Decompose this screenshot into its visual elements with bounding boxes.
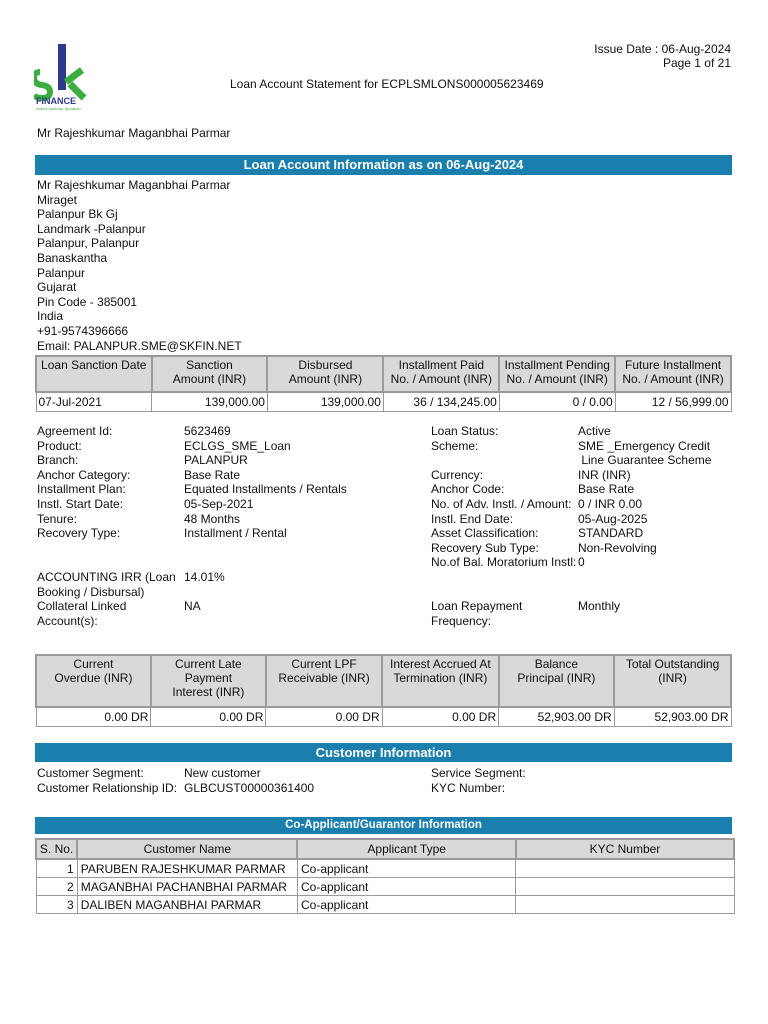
detail-value: Equated Installments / Rentals — [184, 482, 347, 497]
table-cell — [516, 859, 734, 878]
header-line: Receivable (INR) — [278, 671, 370, 685]
detail-row — [431, 512, 711, 527]
address-line: Palanpur Bk Gj — [37, 207, 118, 222]
header-line: Amount (INR) — [288, 372, 363, 386]
detail-row — [37, 439, 347, 454]
detail-label: Tenure: — [37, 511, 78, 526]
detail-value: Installment / Rental — [184, 526, 287, 541]
details-left — [37, 424, 347, 541]
irr-label-1: ACCOUNTING IRR (Loan — [37, 570, 176, 584]
table-header-cell: KYC Number — [516, 839, 734, 859]
header-line: Total Outstanding — [625, 657, 720, 671]
coapp-table — [35, 838, 735, 914]
header-line: Installment Pending — [504, 358, 610, 372]
detail-value: Non-Revolving — [578, 540, 657, 555]
detail-row — [431, 424, 711, 439]
coapp-band: Co-Applicant/Guarantor Information — [35, 817, 732, 834]
table-header-cell — [615, 356, 731, 392]
header-line: Balance — [534, 657, 579, 671]
details-right — [431, 424, 711, 570]
address-line: Palanpur — [37, 265, 86, 280]
table-header-cell — [614, 655, 731, 707]
table-header-cell: S. No. — [36, 839, 77, 859]
detail-row — [431, 555, 711, 570]
detail-row — [37, 497, 347, 512]
collateral-label-2: Account(s): — [37, 613, 98, 628]
table-cell: 0.00 DR — [151, 707, 266, 727]
header-line: Termination (INR) — [393, 671, 488, 685]
table-cell — [516, 878, 734, 896]
detail-value: Line Guarantee Scheme — [578, 453, 712, 468]
irr-value: 14.01% — [184, 570, 225, 584]
table-header-cell: Applicant Type — [297, 839, 515, 859]
detail-value: 05-Sep-2021 — [184, 496, 254, 511]
detail-label: Instl. Start Date: — [37, 496, 124, 511]
header-meta — [594, 42, 731, 70]
service-label: Service Segment: — [431, 766, 526, 780]
detail-row — [37, 512, 347, 527]
detail-value: 0 — [578, 555, 585, 570]
table-cell: 139,000.00 — [267, 392, 383, 412]
table-header-cell — [383, 356, 499, 392]
header-line: Payment — [184, 671, 233, 685]
detail-row — [431, 482, 711, 497]
dues-table — [35, 654, 732, 727]
detail-row — [431, 497, 711, 512]
customer-info-right — [431, 766, 578, 795]
table-cell: MAGANBHAI PACHANBHAI PARMAR — [77, 878, 297, 896]
table-header-cell — [152, 356, 268, 392]
segment-label: Customer Segment: — [37, 766, 144, 780]
sanction-table — [35, 355, 732, 412]
detail-label: Recovery Sub Type: — [431, 540, 539, 555]
detail-label: Currency: — [431, 467, 484, 482]
detail-row — [37, 453, 347, 468]
detail-row — [37, 468, 347, 483]
table-row — [36, 859, 734, 878]
table-cell: PARUBEN RAJESHKUMAR PARMAR — [77, 859, 297, 878]
segment-value: New customer — [184, 766, 261, 780]
table-header-cell — [267, 356, 383, 392]
detail-label: Instl. End Date: — [431, 511, 514, 526]
logo-tagline: India's Aashray, Apnapan — [36, 106, 81, 111]
detail-value: Base Rate — [184, 467, 241, 482]
repayment-label-2: Frequency: — [431, 613, 492, 628]
detail-value: ECLGS_SME_Loan — [184, 438, 291, 453]
loan-info-band: Loan Account Information as on 06-Aug-2024 — [35, 155, 732, 175]
detail-row — [431, 453, 711, 468]
header-line: Current Late — [175, 657, 242, 671]
detail-label: Scheme: — [431, 438, 479, 453]
table-header-cell — [382, 655, 499, 707]
repayment-label-1: Loan Repayment — [431, 599, 523, 613]
table-cell: 139,000.00 — [152, 392, 268, 412]
address-line: Gujarat — [37, 280, 77, 295]
header-line: No. / Amount (INR) — [622, 372, 724, 386]
detail-value: SME _Emergency Credit — [578, 438, 711, 453]
table-cell: 0.00 DR — [382, 707, 499, 727]
header-line: No. / Amount (INR) — [506, 372, 608, 386]
table-cell: 36 / 134,245.00 — [383, 392, 499, 412]
table-cell: 0.00 DR — [36, 707, 151, 727]
statement-title: Loan Account Statement for ECPLSMLONS000005623469 — [230, 77, 544, 91]
detail-label: No. of Adv. Instl. / Amount: — [431, 496, 572, 511]
detail-label: Product: — [37, 438, 82, 453]
relid-label: Customer Relationship ID: — [37, 780, 178, 795]
header-line: Installment Paid — [398, 358, 485, 372]
detail-label: Asset Classification: — [431, 526, 539, 541]
table-cell: 12 / 56,999.00 — [615, 392, 731, 412]
relid-value: GLBCUST00000361400 — [184, 780, 315, 795]
detail-label: Recovery Type: — [37, 526, 121, 541]
issue-date: Issue Date : 06-Aug-2024 — [594, 42, 731, 56]
detail-row — [37, 482, 347, 497]
detail-label — [431, 453, 578, 468]
table-row — [36, 707, 731, 727]
detail-label: Agreement Id: — [37, 424, 113, 438]
detail-label: Anchor Code: — [431, 482, 505, 497]
table-cell: 07-Jul-2021 — [36, 392, 152, 412]
table-cell: 3 — [36, 896, 77, 914]
repayment-value: Monthly — [578, 599, 621, 613]
address-line: Mr Rajeshkumar Maganbhai Parmar — [37, 178, 231, 192]
header-line: Principal (INR) — [517, 671, 596, 685]
customer-info-band: Customer Information — [35, 743, 732, 762]
detail-label: No.of Bal. Moratorium Instl: — [431, 555, 577, 570]
address-line: Pin Code - 385001 — [37, 294, 138, 309]
detail-value: Base Rate — [578, 482, 635, 497]
address-line: Palanpur, Palanpur — [37, 236, 140, 251]
detail-value: INR (INR) — [578, 467, 631, 482]
header-line: Loan Sanction Date — [41, 358, 147, 372]
table-cell — [516, 896, 734, 914]
header-line: Current — [73, 657, 114, 671]
detail-label: Anchor Category: — [37, 467, 131, 482]
detail-row — [37, 526, 347, 541]
header-line: Amount (INR) — [172, 372, 247, 386]
table-cell: DALIBEN MAGANBHAI PARMAR — [77, 896, 297, 914]
table-cell: Co-applicant — [297, 896, 515, 914]
detail-row — [431, 439, 711, 454]
detail-value: Active — [578, 424, 611, 438]
table-header-cell — [36, 655, 151, 707]
table-header-cell: Customer Name — [77, 839, 297, 859]
header-line: Future Installment — [625, 358, 722, 372]
header-line: (INR) — [658, 671, 687, 685]
header-line: Disbursed — [298, 358, 353, 372]
detail-value: 0 / INR 0.00 — [578, 496, 643, 511]
customer-name: Mr Rajeshkumar Maganbhai Parmar — [37, 126, 231, 140]
table-header-cell — [151, 655, 266, 707]
address-line: India — [37, 309, 64, 324]
header-line: Interest (INR) — [172, 685, 245, 699]
page-number: Page 1 of 21 — [662, 56, 731, 70]
detail-row — [431, 526, 711, 541]
table-cell: 52,903.00 DR — [614, 707, 731, 727]
address-line: Banaskantha — [37, 250, 108, 265]
address-line: Landmark -Palanpur — [37, 221, 146, 236]
address-line: +91-9574396666 — [37, 323, 129, 338]
header-line: Sanction — [186, 358, 233, 372]
table-header-cell — [499, 356, 615, 392]
customer-address — [37, 178, 242, 353]
detail-value: 48 Months — [184, 511, 241, 526]
table-cell: Co-applicant — [297, 878, 515, 896]
collateral-block — [37, 599, 126, 628]
table-header-cell — [266, 655, 382, 707]
detail-row — [37, 424, 347, 439]
header-line: Overdue (INR) — [54, 671, 133, 685]
table-cell: 0.00 DR — [266, 707, 382, 727]
logo-finance-text: FINANCE — [36, 96, 76, 106]
table-cell: 52,903.00 DR — [499, 707, 615, 727]
collateral-label-1: Collateral Linked — [37, 599, 127, 613]
detail-value: PALANPUR — [184, 453, 248, 468]
table-cell: 0 / 0.00 — [499, 392, 615, 412]
table-cell: 1 — [36, 859, 77, 878]
detail-label: Loan Status: — [431, 424, 499, 438]
collateral-value: NA — [184, 599, 201, 613]
table-row — [36, 878, 734, 896]
kyc-label: KYC Number: — [431, 780, 506, 795]
detail-value: STANDARD — [578, 526, 644, 541]
header-line: No. / Amount (INR) — [390, 372, 493, 386]
table-header-cell — [499, 655, 615, 707]
irr-block — [37, 570, 176, 599]
table-row — [36, 896, 734, 914]
detail-row — [431, 468, 711, 483]
address-line: Email: PALANPUR.SME@SKFIN.NET — [37, 338, 242, 353]
table-row — [36, 392, 731, 412]
address-line: Miraget — [37, 192, 78, 207]
table-header-cell — [36, 356, 152, 392]
customer-info-left — [37, 766, 314, 795]
detail-label: Installment Plan: — [37, 482, 126, 497]
table-cell: Co-applicant — [297, 859, 515, 878]
header-line: Current LPF — [291, 657, 357, 671]
detail-value: 05-Aug-2025 — [578, 511, 648, 526]
irr-label-2: Booking / Disbursal) — [37, 584, 145, 599]
repayment-block — [431, 599, 522, 628]
detail-value: 5623469 — [184, 424, 231, 438]
header-line: Interest Accrued At — [390, 657, 491, 671]
detail-row — [431, 541, 711, 556]
detail-label: Branch: — [37, 453, 79, 468]
table-cell: 2 — [36, 878, 77, 896]
